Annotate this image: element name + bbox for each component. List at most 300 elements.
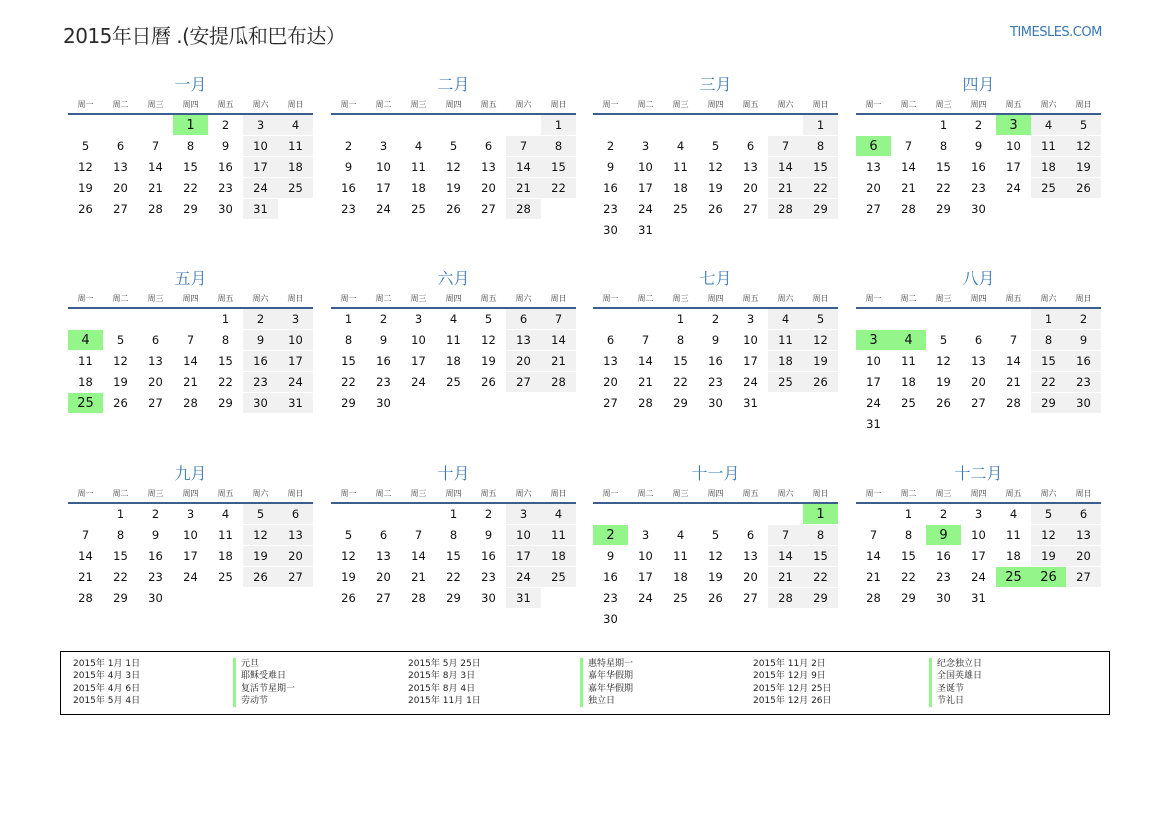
day-cell: 27	[733, 588, 768, 609]
week-row	[856, 308, 1101, 330]
day-cell: 13	[471, 157, 506, 178]
day-cell: 26	[803, 372, 838, 393]
day-cell: 2	[1066, 308, 1101, 330]
week-row	[331, 178, 576, 199]
weekday-header: 周一	[68, 292, 103, 308]
week-row	[68, 503, 313, 525]
week-row	[856, 546, 1101, 567]
holiday-date: 2015年 8月 4日	[408, 683, 476, 694]
week-row	[593, 372, 838, 393]
month-table	[331, 487, 576, 608]
day-cell: 6	[506, 308, 541, 330]
week-row	[593, 503, 838, 525]
holiday-name: 全国英雄日	[929, 670, 982, 682]
day-cell: 23	[593, 588, 628, 609]
month-name: 十月	[437, 464, 470, 483]
day-cell: 30	[593, 220, 628, 241]
day-cell: 24	[366, 199, 401, 220]
empty-cell	[996, 414, 1031, 435]
day-cell: 14	[138, 157, 173, 178]
empty-cell	[926, 308, 961, 330]
empty-cell	[471, 393, 506, 414]
holiday-date: 2015年 11月 1日	[408, 695, 481, 706]
weekday-header: 周六	[768, 487, 803, 503]
holiday-date: 2015年 12月 9日	[753, 671, 826, 682]
day-cell: 3	[856, 330, 891, 351]
weekday-header: 周五	[996, 98, 1031, 114]
day-cell: 13	[593, 351, 628, 372]
month-block	[331, 464, 576, 608]
week-row	[68, 330, 313, 351]
day-cell: 8	[173, 136, 208, 157]
holiday-name-column	[233, 658, 295, 707]
day-cell: 17	[243, 157, 278, 178]
day-cell: 3	[628, 525, 663, 546]
day-cell: 13	[366, 546, 401, 567]
day-cell: 8	[926, 136, 961, 157]
weekday-header: 周二	[366, 98, 401, 114]
week-row	[331, 525, 576, 546]
week-row	[68, 567, 313, 588]
day-cell: 8	[103, 525, 138, 546]
empty-cell	[1031, 199, 1066, 220]
day-cell: 22	[803, 567, 838, 588]
day-cell: 21	[506, 178, 541, 199]
day-cell: 23	[593, 199, 628, 220]
empty-cell	[628, 114, 663, 136]
weekday-header: 周三	[401, 292, 436, 308]
weekday-header: 周三	[138, 292, 173, 308]
week-row	[593, 567, 838, 588]
holiday-date-column	[753, 658, 832, 707]
day-cell: 10	[628, 546, 663, 567]
day-cell: 20	[471, 178, 506, 199]
empty-cell	[891, 414, 926, 435]
day-cell: 15	[103, 546, 138, 567]
week-row	[856, 372, 1101, 393]
weekday-header: 周三	[926, 487, 961, 503]
day-cell: 10	[243, 136, 278, 157]
empty-cell	[436, 114, 471, 136]
day-cell: 25	[1031, 178, 1066, 199]
day-cell: 19	[926, 372, 961, 393]
empty-cell	[138, 308, 173, 330]
month-block	[593, 269, 838, 413]
empty-cell	[68, 308, 103, 330]
day-cell: 12	[331, 546, 366, 567]
holiday-name: 元旦	[233, 658, 295, 670]
month-name: 四月	[962, 75, 995, 94]
weekday-header: 周二	[891, 292, 926, 308]
day-cell: 6	[471, 136, 506, 157]
day-cell: 27	[471, 199, 506, 220]
weekday-header: 周五	[208, 98, 243, 114]
day-cell: 23	[208, 178, 243, 199]
week-row	[331, 372, 576, 393]
day-cell: 25	[768, 372, 803, 393]
day-cell: 5	[1031, 503, 1066, 525]
month-table	[68, 98, 313, 219]
weekday-header: 周日	[541, 98, 576, 114]
day-cell: 7	[768, 136, 803, 157]
week-row	[331, 351, 576, 372]
day-cell: 3	[173, 503, 208, 525]
day-cell: 24	[856, 393, 891, 414]
day-cell: 24	[173, 567, 208, 588]
day-cell: 4	[996, 503, 1031, 525]
week-row	[856, 114, 1101, 136]
day-cell: 23	[471, 567, 506, 588]
month-name: 五月	[174, 269, 207, 288]
day-cell: 3	[278, 308, 313, 330]
week-row	[856, 136, 1101, 157]
day-cell: 27	[103, 199, 138, 220]
day-cell: 17	[366, 178, 401, 199]
empty-cell	[541, 588, 576, 609]
day-cell: 13	[733, 546, 768, 567]
day-cell: 11	[278, 136, 313, 157]
empty-cell	[961, 308, 996, 330]
month-block	[593, 75, 838, 240]
day-cell: 20	[856, 178, 891, 199]
page-title: 2015年日曆 .(安提瓜和巴布达）	[63, 24, 346, 48]
weekday-header: 周二	[366, 292, 401, 308]
month-table	[856, 98, 1101, 219]
weekday-header: 周四	[173, 98, 208, 114]
day-cell: 16	[593, 178, 628, 199]
week-row	[331, 503, 576, 525]
day-cell: 9	[138, 525, 173, 546]
day-cell: 16	[926, 546, 961, 567]
day-cell: 15	[436, 546, 471, 567]
day-cell: 7	[891, 136, 926, 157]
weekday-header: 周日	[1066, 98, 1101, 114]
day-cell: 29	[173, 199, 208, 220]
day-cell: 7	[68, 525, 103, 546]
day-cell: 16	[471, 546, 506, 567]
weekday-header: 周一	[856, 292, 891, 308]
day-cell: 9	[926, 525, 961, 546]
day-cell: 27	[138, 393, 173, 414]
empty-cell	[891, 308, 926, 330]
holiday-name: 耶稣受难日	[233, 670, 295, 682]
month-table	[68, 292, 313, 413]
empty-cell	[768, 503, 803, 525]
weekday-header: 周五	[471, 487, 506, 503]
day-cell: 22	[331, 372, 366, 393]
day-cell: 23	[926, 567, 961, 588]
day-cell: 18	[1031, 157, 1066, 178]
day-cell: 16	[698, 351, 733, 372]
day-cell: 16	[366, 351, 401, 372]
week-row	[856, 525, 1101, 546]
day-cell: 29	[103, 588, 138, 609]
day-cell: 27	[1066, 567, 1101, 588]
day-cell: 23	[243, 372, 278, 393]
day-cell: 30	[1066, 393, 1101, 414]
day-cell: 25	[663, 199, 698, 220]
day-cell: 27	[961, 393, 996, 414]
weekday-header: 周五	[208, 292, 243, 308]
week-row	[593, 609, 838, 630]
day-cell: 24	[628, 199, 663, 220]
day-cell: 30	[243, 393, 278, 414]
day-cell: 7	[401, 525, 436, 546]
day-cell: 13	[733, 157, 768, 178]
week-row	[331, 567, 576, 588]
holiday-date: 2015年 4月 3日	[73, 671, 141, 682]
empty-cell	[278, 199, 313, 220]
day-cell: 29	[891, 588, 926, 609]
day-cell: 2	[366, 308, 401, 330]
empty-cell	[208, 588, 243, 609]
day-cell: 25	[891, 393, 926, 414]
weekday-header: 周二	[103, 98, 138, 114]
day-cell: 8	[803, 136, 838, 157]
day-cell: 1	[803, 503, 838, 525]
day-cell: 20	[506, 351, 541, 372]
empty-cell	[768, 114, 803, 136]
day-cell: 28	[506, 199, 541, 220]
day-cell: 11	[996, 525, 1031, 546]
week-row	[593, 220, 838, 241]
empty-cell	[663, 114, 698, 136]
day-cell: 23	[698, 372, 733, 393]
day-cell: 14	[856, 546, 891, 567]
month-block	[68, 269, 313, 413]
day-cell: 30	[926, 588, 961, 609]
week-row	[856, 330, 1101, 351]
day-cell: 25	[996, 567, 1031, 588]
day-cell: 2	[243, 308, 278, 330]
day-cell: 1	[173, 114, 208, 136]
empty-cell	[803, 609, 838, 630]
weekday-header: 周四	[698, 292, 733, 308]
day-cell: 4	[208, 503, 243, 525]
week-row	[593, 525, 838, 546]
day-cell: 9	[698, 330, 733, 351]
empty-cell	[366, 503, 401, 525]
weekday-header: 周四	[961, 487, 996, 503]
day-cell: 8	[891, 525, 926, 546]
empty-cell	[173, 588, 208, 609]
week-row	[593, 588, 838, 609]
day-cell: 25	[208, 567, 243, 588]
day-cell: 8	[436, 525, 471, 546]
day-cell: 29	[1031, 393, 1066, 414]
day-cell: 10	[173, 525, 208, 546]
day-cell: 21	[768, 178, 803, 199]
day-cell: 16	[593, 567, 628, 588]
weekday-header: 周日	[1066, 487, 1101, 503]
day-cell: 1	[891, 503, 926, 525]
week-row	[68, 136, 313, 157]
day-cell: 29	[208, 393, 243, 414]
day-cell: 11	[663, 157, 698, 178]
empty-cell	[1066, 588, 1101, 609]
day-cell: 10	[278, 330, 313, 351]
month-name: 六月	[437, 269, 470, 288]
empty-cell	[698, 220, 733, 241]
day-cell: 8	[663, 330, 698, 351]
week-row	[68, 157, 313, 178]
day-cell: 19	[103, 372, 138, 393]
day-cell: 12	[243, 525, 278, 546]
day-cell: 28	[856, 588, 891, 609]
month-block	[856, 269, 1101, 434]
day-cell: 23	[138, 567, 173, 588]
day-cell: 21	[401, 567, 436, 588]
holiday-name: 嘉年华假期	[580, 683, 633, 695]
day-cell: 21	[996, 372, 1031, 393]
month-block	[856, 464, 1101, 608]
day-cell: 26	[698, 588, 733, 609]
day-cell: 26	[436, 199, 471, 220]
day-cell: 18	[541, 546, 576, 567]
day-cell: 15	[803, 157, 838, 178]
day-cell: 5	[436, 136, 471, 157]
day-cell: 11	[891, 351, 926, 372]
day-cell: 25	[278, 178, 313, 199]
day-cell: 5	[331, 525, 366, 546]
day-cell: 12	[1031, 525, 1066, 546]
day-cell: 23	[331, 199, 366, 220]
week-row	[68, 308, 313, 330]
day-cell: 24	[733, 372, 768, 393]
day-cell: 20	[103, 178, 138, 199]
day-cell: 12	[436, 157, 471, 178]
site-link[interactable]: TIMESLES.COM	[1010, 25, 1102, 40]
empty-cell	[278, 588, 313, 609]
empty-cell	[856, 114, 891, 136]
weekday-header: 周一	[331, 292, 366, 308]
day-cell: 31	[243, 199, 278, 220]
week-row	[593, 393, 838, 414]
weekday-header: 周六	[768, 292, 803, 308]
weekday-header: 周五	[996, 487, 1031, 503]
day-cell: 15	[803, 546, 838, 567]
day-cell: 10	[628, 157, 663, 178]
day-cell: 1	[541, 114, 576, 136]
day-cell: 27	[278, 567, 313, 588]
week-row	[593, 351, 838, 372]
day-cell: 30	[593, 609, 628, 630]
day-cell: 22	[663, 372, 698, 393]
day-cell: 1	[663, 308, 698, 330]
day-cell: 4	[768, 308, 803, 330]
weekday-header: 周四	[961, 292, 996, 308]
day-cell: 7	[506, 136, 541, 157]
day-cell: 20	[593, 372, 628, 393]
day-cell: 18	[663, 567, 698, 588]
day-cell: 8	[541, 136, 576, 157]
day-cell: 19	[436, 178, 471, 199]
empty-cell	[803, 393, 838, 414]
day-cell: 13	[103, 157, 138, 178]
day-cell: 21	[628, 372, 663, 393]
holiday-date: 2015年 12月 25日	[753, 683, 832, 694]
day-cell: 11	[401, 157, 436, 178]
week-row	[856, 157, 1101, 178]
day-cell: 30	[366, 393, 401, 414]
week-row	[68, 393, 313, 414]
day-cell: 19	[698, 178, 733, 199]
weekday-header: 周四	[698, 98, 733, 114]
day-cell: 6	[366, 525, 401, 546]
day-cell: 5	[698, 525, 733, 546]
month-name: 三月	[699, 75, 732, 94]
month-name: 七月	[699, 269, 732, 288]
week-row	[331, 330, 576, 351]
day-cell: 19	[1066, 157, 1101, 178]
day-cell: 27	[366, 588, 401, 609]
day-cell: 28	[138, 199, 173, 220]
day-cell: 19	[331, 567, 366, 588]
day-cell: 25	[436, 372, 471, 393]
empty-cell	[68, 503, 103, 525]
empty-cell	[471, 114, 506, 136]
day-cell: 27	[733, 199, 768, 220]
day-cell: 15	[663, 351, 698, 372]
weekday-header: 周日	[803, 487, 838, 503]
weekday-header: 周一	[593, 487, 628, 503]
empty-cell	[506, 114, 541, 136]
day-cell: 1	[103, 503, 138, 525]
empty-cell	[401, 393, 436, 414]
week-row	[331, 157, 576, 178]
day-cell: 18	[996, 546, 1031, 567]
holiday-date: 2015年 12月 26日	[753, 695, 832, 706]
empty-cell	[138, 114, 173, 136]
holiday-date-column	[408, 658, 481, 707]
day-cell: 7	[856, 525, 891, 546]
day-cell: 21	[856, 567, 891, 588]
day-cell: 28	[68, 588, 103, 609]
empty-cell	[733, 609, 768, 630]
weekday-header: 周六	[506, 487, 541, 503]
day-cell: 10	[401, 330, 436, 351]
day-cell: 1	[208, 308, 243, 330]
day-cell: 7	[996, 330, 1031, 351]
day-cell: 10	[996, 136, 1031, 157]
empty-cell	[173, 308, 208, 330]
month-table	[856, 487, 1101, 608]
day-cell: 11	[541, 525, 576, 546]
day-cell: 6	[103, 136, 138, 157]
day-cell: 22	[541, 178, 576, 199]
day-cell: 5	[698, 136, 733, 157]
empty-cell	[506, 393, 541, 414]
weekday-header: 周四	[698, 487, 733, 503]
day-cell: 6	[733, 525, 768, 546]
holiday-name: 嘉年华假期	[580, 670, 633, 682]
day-cell: 17	[628, 567, 663, 588]
day-cell: 28	[891, 199, 926, 220]
day-cell: 9	[961, 136, 996, 157]
day-cell: 26	[68, 199, 103, 220]
weekday-header: 周日	[278, 292, 313, 308]
week-row	[856, 588, 1101, 609]
day-cell: 25	[68, 393, 103, 414]
holiday-date: 2015年 1月 1日	[73, 659, 141, 669]
day-cell: 23	[1066, 372, 1101, 393]
day-cell: 13	[278, 525, 313, 546]
empty-cell	[593, 114, 628, 136]
week-row	[593, 114, 838, 136]
day-cell: 21	[68, 567, 103, 588]
weekday-header: 周二	[103, 292, 138, 308]
day-cell: 16	[243, 351, 278, 372]
